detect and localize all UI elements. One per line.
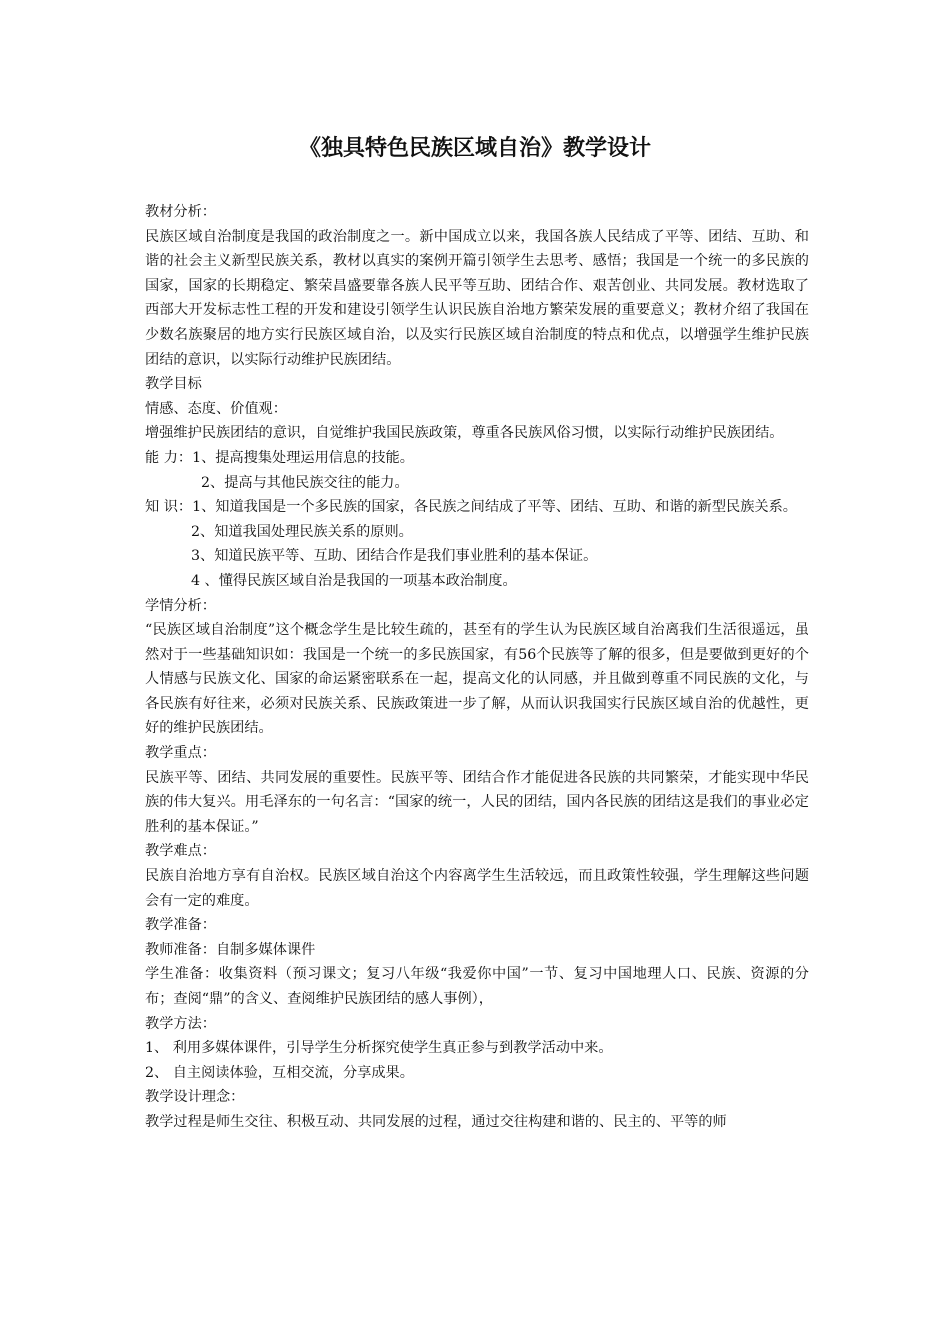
- document-title: 《独具特色民族区域自治》教学设计: [298, 136, 651, 161]
- section-paragraph: 民族自治地方享有自治权。民族区域自治这个内容离学生生活较远，而且政策性较强，学生理解这些问题会有一定的难度。: [145, 868, 809, 909]
- section-heading: 教学设计理念：: [145, 1089, 245, 1106]
- document-body: [145, 200, 809, 1135]
- ability-line: 2、提高与其他民族交往的能力。: [201, 474, 409, 491]
- section-heading: 教材分析：: [145, 204, 216, 220]
- teacher-preparation: 教师准备：自制多媒体课件: [145, 941, 316, 958]
- section-heading: 学情分析：: [145, 597, 216, 614]
- section-heading: 教学目标: [145, 376, 202, 393]
- section-paragraph: 增强维护民族团结的意识，自觉维护我国民族政策，尊重各民族风俗习惯，以实际行动维护民族团结。: [145, 425, 784, 442]
- method-item: 2、 自主阅读体验，互相交流，分享成果。: [145, 1064, 414, 1081]
- knowledge-line: 3、知道民族平等、互助、团结合作是我们事业胜利的基本保证。: [191, 548, 598, 565]
- student-preparation: 学生准备：收集资料（预习课文；复习八年级“我爱你中国”一节、复习中国地理人口、民族、资源的分布；查阅“鼎”的含义、查阅维护民族团结的感人事例），: [145, 966, 809, 1007]
- section-paragraph: “民族区域自治制度”这个概念学生是比较生疏的，甚至有的学生认为民族区域自治离我们生活很遥远，虽然对于一些基础知识如：我国是一个统一的多民族国家，有56个民族等了解的很多，但是要做到更好的个人情感与民族文化、国家的命运紧密联系在一起，提高文化的认同感，并且做到尊重不同民族的文化，与各民族有好往来，必须对民族关系、民族政策进一步了解，从而认识我国实行民族区域自治的优越性，更好的维护民族团结。: [145, 622, 809, 737]
- section-heading: 教学方法：: [145, 1015, 216, 1032]
- section-heading: 教学准备：: [145, 917, 216, 934]
- section-heading: 教学难点：: [145, 843, 216, 860]
- method-item: 1、 利用多媒体课件，引导学生分析探究使学生真正参与到教学活动中来。: [145, 1040, 613, 1057]
- section-heading: 教学重点：: [145, 745, 216, 762]
- ability-line: 能 力：1、提高搜集处理运用信息的技能。: [145, 449, 414, 466]
- knowledge-line: 2、知道我国处理民族关系的原则。: [191, 523, 413, 540]
- section-heading: 情感、态度、价值观：: [145, 400, 287, 417]
- section-paragraph: 民族平等、团结、共同发展的重要性。民族平等、团结合作才能促进各民族的共同繁荣，才能实现中华民族的伟大复兴。用毛泽东的一句名言：“国家的统一，人民的团结，国内各民族的团结这是我们的事业必定胜利的基本保证。”: [145, 769, 809, 835]
- section-paragraph: 教学过程是师生交往、积极互动、共同发展的过程，通过交往构建和谐的、民主的、平等的师: [145, 1113, 727, 1130]
- knowledge-line: 知 识：1、知道我国是一个多民族的国家，各民族之间结成了平等、团结、互助、和谐的新型民族关系。: [145, 499, 797, 516]
- section-paragraph: 民族区域自治制度是我国的政治制度之一。新中国成立以来，我国各族人民结成了平等、团结、互助、和谐的社会主义新型民族关系，教材以真实的案例开篇引领学生去思考、感悟；我国是一个统一的多民族的国家，国家的长期稳定、繁荣昌盛要靠各族人民平等互助、团结合作、艰苦创业、共同发展。教材选取了西部大开发标志性工程的开发和建设引领学生认识民族自治地方繁荣发展的重要意义；教材介绍了我国在少数名族聚居的地方实行民族区域自治，以及实行民族区域自治制度的特点和优点，以增强学生维护民族团结的意识，以实际行动维护民族团结。: [145, 228, 809, 368]
- knowledge-line: 4 、懂得民族区域自治是我国的一项基本政治制度。: [191, 572, 517, 589]
